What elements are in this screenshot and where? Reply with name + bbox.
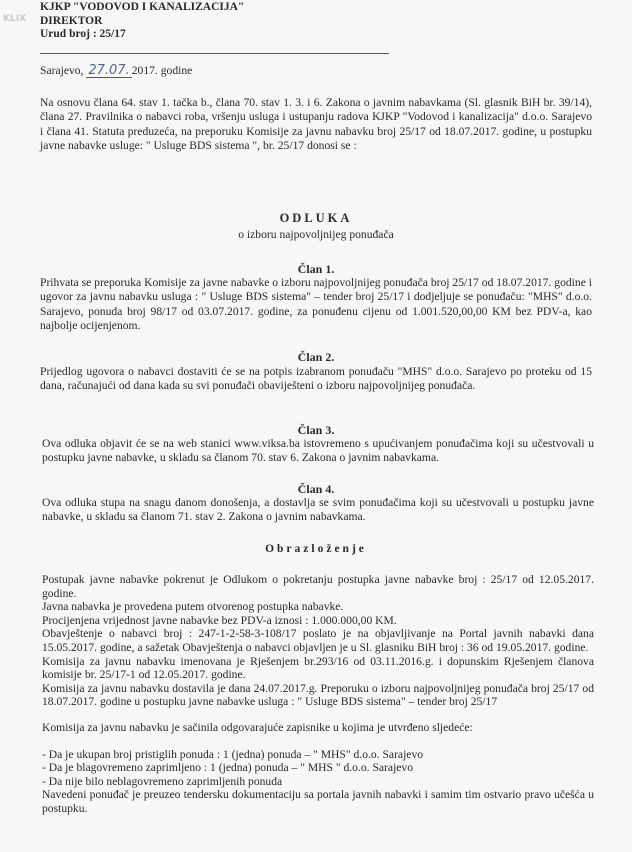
article-3-heading: Član 3. xyxy=(297,423,335,437)
article-4-text: Ova odluka stupa na snagu danom donošenja, a dostavlja se svim ponuđačima koji su učestvovali u postupku javne nabavke, u skladu sa članom 71. stav 2. Zakona o javnim nabavkama. xyxy=(42,496,594,524)
date-suffix: 2017. godine xyxy=(131,64,193,77)
reasoning-title: Obrazloženje xyxy=(265,543,367,555)
reasoning-paragraph: Javna nabavka je provedena putem otvorenog postupka nabavke. xyxy=(42,600,344,614)
reasoning-paragraph: Komisija za javnu nabavku dostavila je dana 24.07.2017.g. Preporuku o izboru najpovoljnijeg ponuđača broj 25/17 od 18.07.2017. godine u postupku javne nabavke usluga : " Usluge BDS sistema" – tender broj 25/17 xyxy=(42,681,594,709)
watermark-logo: KLIX xyxy=(3,14,26,24)
finding-item: - Da nije bilo neblagovremeno zaprimljenih ponuda xyxy=(42,774,283,788)
preamble-text: Na osnovu člana 64. stav 1. tačka b., člana 70. stav 1. 3. i 6. Zakona o javnim nabavkama (Sl. glasnik BiH br. 39/14), člana 27. Pravilnika o nabavci roba, vršenju usluga i ustupanju radova KJKP "Vodovod i kanalizacija" d.o.o. Sarajevo i člana 41. Statuta preduzeća, na preporuku Komisije za javnu nabavku broj 25/17 od 18.07.2017. godine, u postupku javne nabavke usluge: " Usluge BDS sistema ", br. 25/17 donosi se : xyxy=(40,96,592,153)
finding-item: - Da je ukupan broj pristiglih ponuda : 1 (jedna) ponuda – " MHS" d.o.o. Sarajevo xyxy=(42,747,424,761)
org-name: KJKP "VODOVOD I KANALIZACIJA" xyxy=(40,1,245,13)
article-2-text: Prijedlog ugovora o nabavci dostaviti će se na potpis izabranom ponuđaču "MHS" d.o.o. Sarajevo po proteku od 15 dana, računajući od dana kada su svi ponuđači obaviješteni o izboru najpovoljnijeg ponuđača. xyxy=(40,365,592,393)
preamble xyxy=(40,96,592,154)
article-3 xyxy=(42,437,594,466)
date-prefix: Sarajevo, xyxy=(40,64,84,77)
findings-list xyxy=(42,748,594,789)
header-divider xyxy=(40,53,389,54)
decision-title: ODLUKA xyxy=(279,211,353,225)
article-2-heading: Član 2. xyxy=(297,350,335,364)
reasoning-paragraph: Procijenjena vrijednost javne nabavke bez PDV-a iznosi : 1.000.000,00 KM. xyxy=(42,613,397,627)
finding-item: - Da je blagovremeno zaprimljeno : 1 (jedna) ponuda – " MHS " d.o.o. Sarajevo xyxy=(42,761,414,775)
decision-subtitle: o izboru najpovoljnijeg ponuđača xyxy=(238,228,394,241)
article-3-text: Ova odluka objavit će se na web stanici www.viksa.ba istovremeno s upućivanjem ponuđačima koji su učestvovali u postupku javne nabavke, u skladu sa članom 70. stav 6. Zakona o javnim nabavkama. xyxy=(42,437,594,465)
date-line xyxy=(40,64,592,78)
article-2 xyxy=(40,365,592,394)
article-4-heading: Član 4. xyxy=(297,482,335,496)
letterhead xyxy=(40,1,244,42)
article-4 xyxy=(42,496,594,525)
closing-paragraph: Navedeni ponuđač je preuzeo tendersku dokumentaciju sa portala javnih nabavki i samim tim ostvario pravo učešća u postupku. xyxy=(42,788,594,815)
article-1 xyxy=(40,276,592,334)
reasoning-paragraph: Obavještenje o nabavci broj : 247-1-2-58-3-108/17 poslato je na objavljivanje na Portal javnih nabavki dana 15.05.2017. godine, a sažetak Obavještenja o nabavci objavljen je u Sl. glasniku BiH broj : 36 od 19.05.2017. godine. xyxy=(42,627,594,654)
reference-number: Urud broj : 25/17 xyxy=(40,28,126,40)
article-1-text: Prihvata se preporuka Komisije za javne nabavke o izboru najpovoljnijeg ponuđača broj 25/17 od 18.07.2017. godine i ugovor za javnu nabavku usluga : " Usluge BDS sistema" – tender broj 25/17 i dodjeljuje se ponuđaču: "MHS" d.o.o. Sarajevo, ponuda broj 98/17 od 03.07.2017. godine, za ponuđenu cijenu od 1.001.520,00,00 KM bez PDV-a, kao najbolje ocijenjenom. xyxy=(40,276,592,333)
article-1-heading: Član 1. xyxy=(297,262,335,276)
reasoning-paragraph: Postupak javne nabavke pokrenut je Odlukom o pokretanju postupka javne nabavke broj : 25/17 od 12.05.2017. godine. xyxy=(42,573,594,600)
handwritten-date: 27.07. xyxy=(88,63,130,78)
reasoning-paragraph: Komisija za javnu nabavku imenovana je Rješenjem br.293/16 od 03.11.2016.g. i dopunskim Rješenjem članova komisije br. 25/17-1 od 12.05.2017. godine. xyxy=(42,654,594,682)
director-title: DIREKTOR xyxy=(40,14,103,27)
findings-intro: Komisija za javnu nabavku je sačinila odgovarajuće zapisnike u kojima je utvrđeno sljedeće: xyxy=(42,720,473,734)
reasoning-body xyxy=(42,573,594,816)
